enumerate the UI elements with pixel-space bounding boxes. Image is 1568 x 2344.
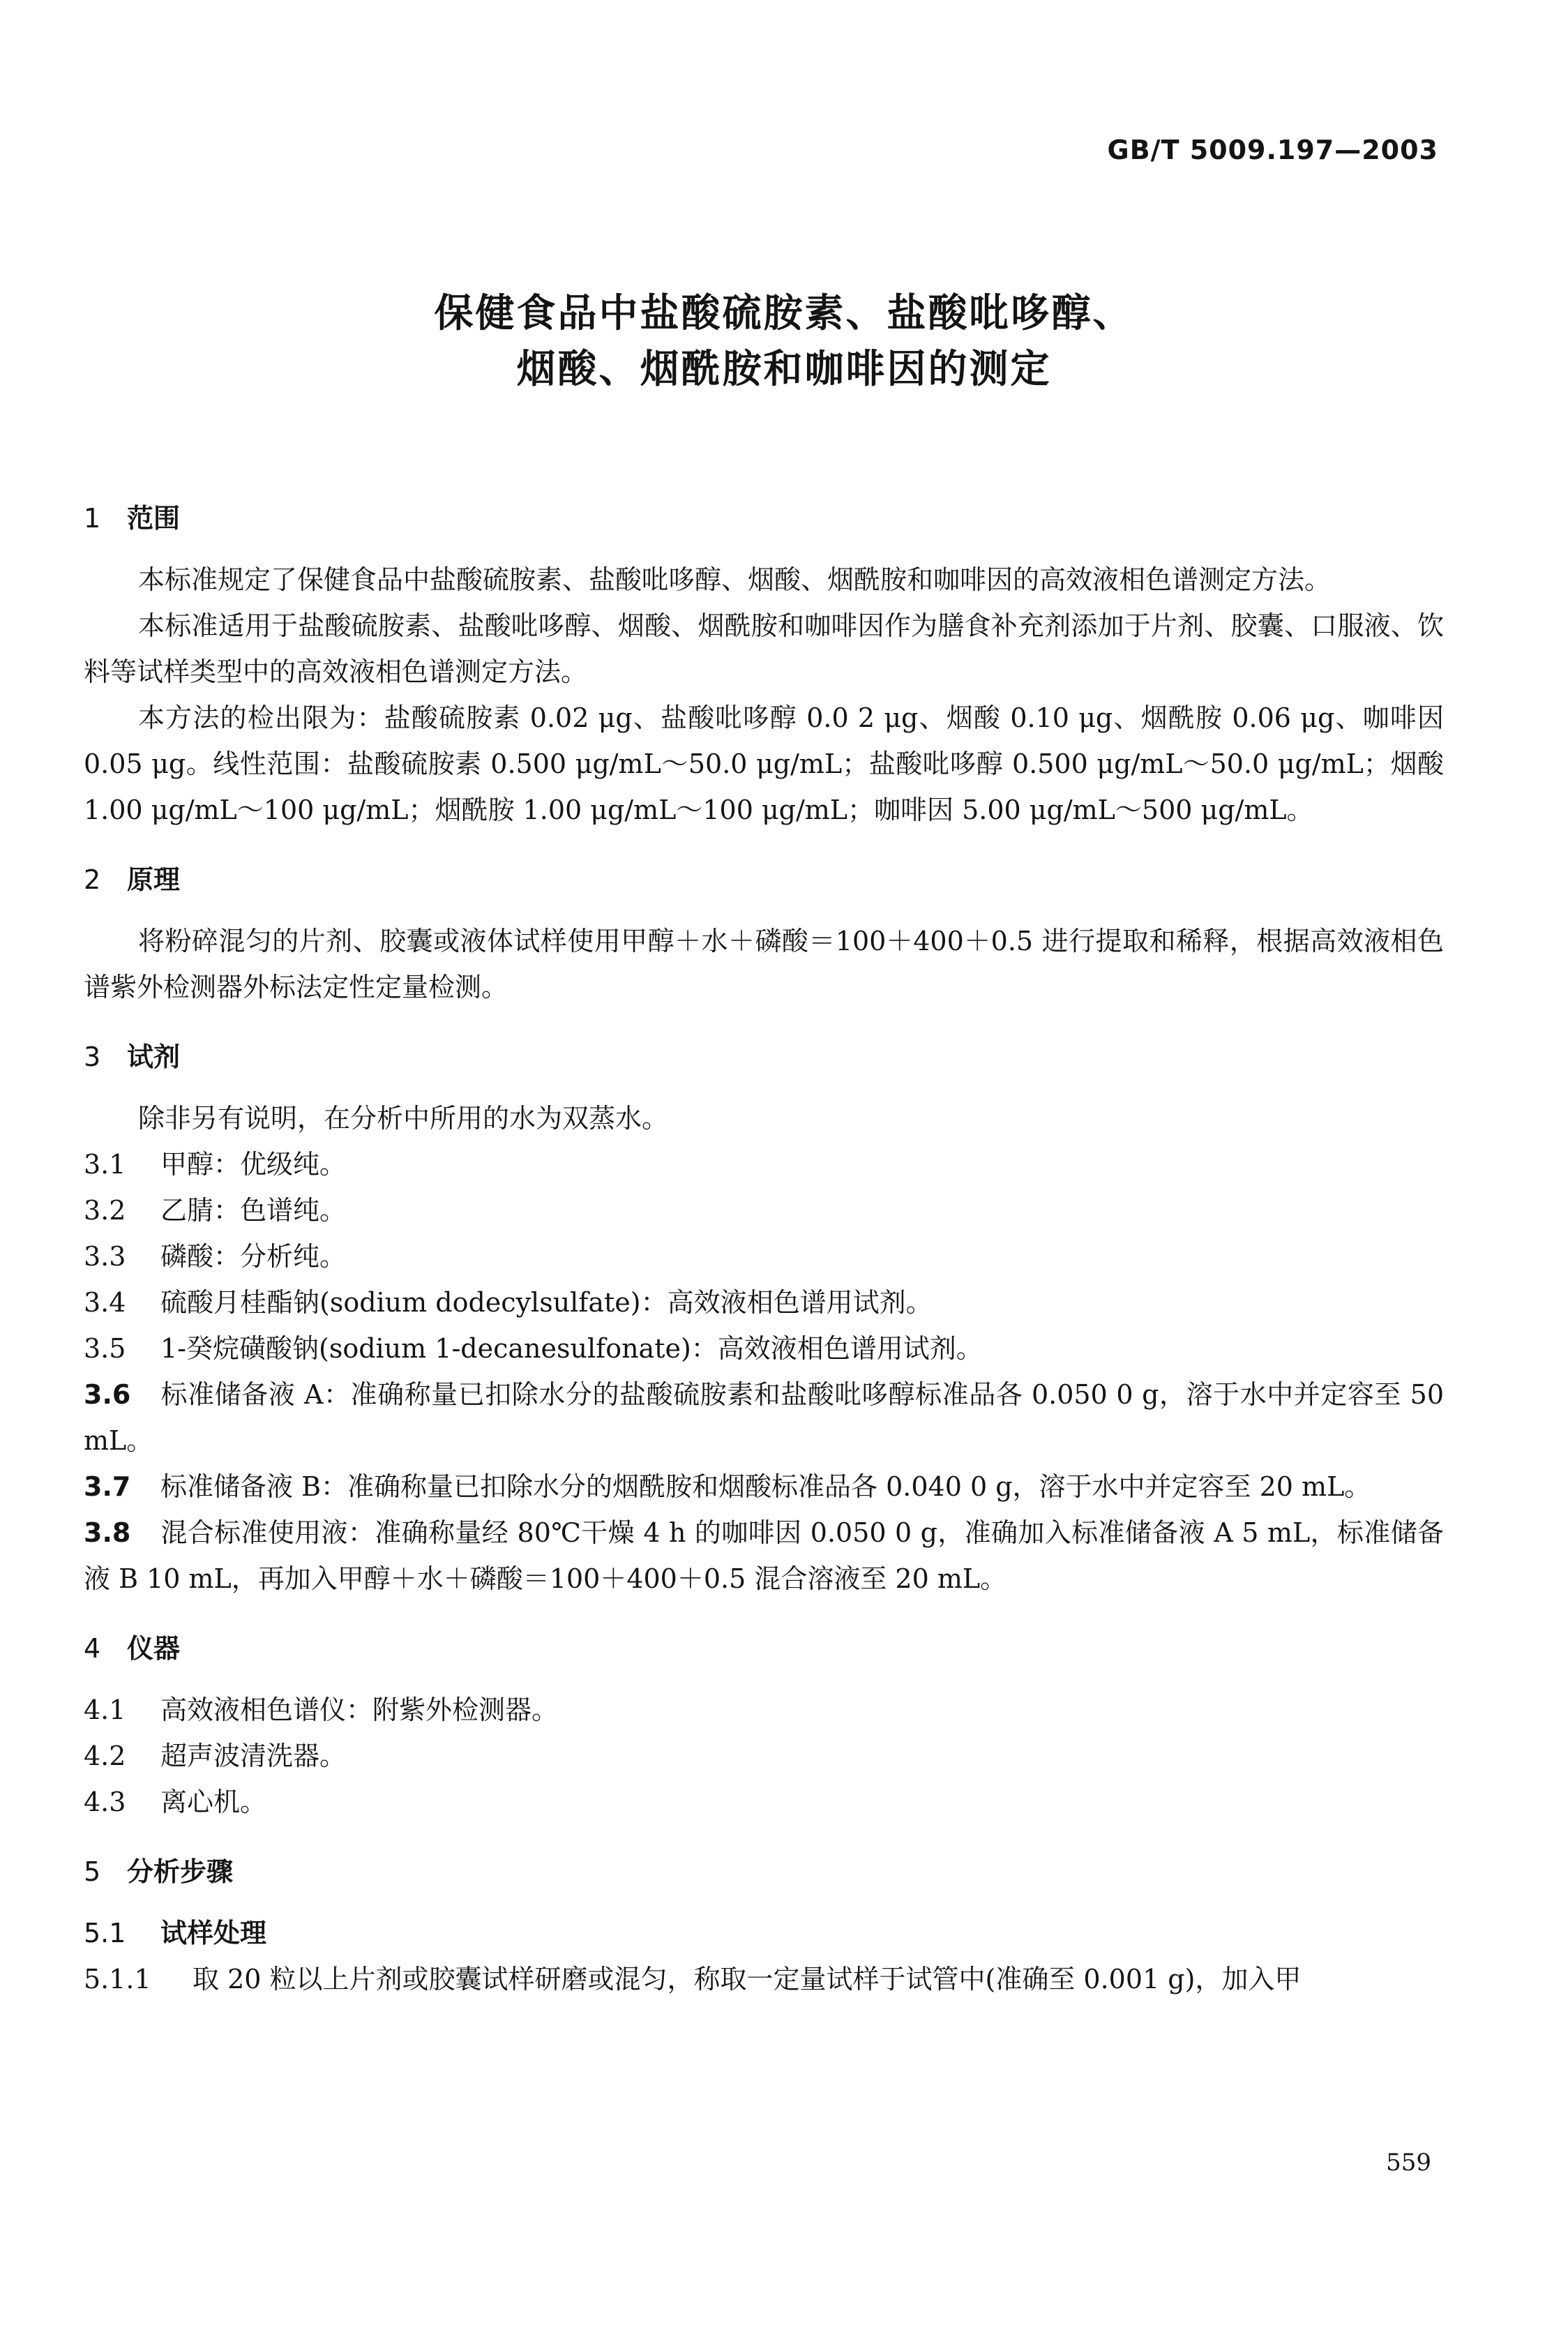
section-2-paragraph-1: 将粉碎混匀的片剂、胶囊或液体试样使用甲醇＋水＋磷酸＝100＋400＋0.5 进行提取和稀释，根据高效液相色谱紫外检测器外标法定性定量检测。	[84, 926, 1444, 1002]
standard-code: GB/T 5009.197—2003	[1107, 135, 1438, 165]
clause-text: 超声波清洗器。	[160, 1741, 347, 1771]
subsection-number: 5.1	[84, 1918, 126, 1948]
clause-number: 3.2	[84, 1195, 126, 1226]
section-1-paragraph-3: 本方法的检出限为：盐酸硫胺素 0.02 μg、盐酸吡哆醇 0.0 2 μg、烟酸 0.10 μg、烟酰胺 0.06 μg、咖啡因 0.05 μg。线性范围：盐酸硫胺素 0.500 μg/mL～50.0 μg/mL；盐酸吡哆醇 0.500 μg/mL～50.0 μg/mL；烟酸 1.00 μg/mL～100 μg/mL；烟酰胺 1.00 μg/mL～100 μg/mL；咖啡因 5.00 μg/mL～500 μg/mL。	[84, 703, 1444, 825]
subsection-title: 试样处理	[160, 1918, 267, 1948]
page-number: 559	[1386, 2149, 1431, 2177]
title-line-1: 保健食品中盐酸硫胺素、盐酸吡哆醇、	[434, 291, 1134, 336]
clause-number: 4.2	[84, 1741, 126, 1771]
clause-3-5	[84, 1325, 1444, 1372]
clause-number: 5.1.1	[84, 1964, 151, 1994]
document-body	[84, 495, 1444, 2002]
clause-3-7	[84, 1464, 1444, 1510]
title-line-2: 烟酸、烟酰胺和咖啡因的测定	[516, 347, 1052, 392]
clause-3-1	[84, 1141, 1444, 1187]
clause-number: 3.6	[84, 1379, 131, 1410]
clause-number: 3.8	[84, 1517, 131, 1548]
section-number: 2	[84, 864, 101, 895]
clause-4-1	[84, 1687, 1444, 1733]
clause-text: 取 20 粒以上片剂或胶囊试样研磨或混匀，称取一定量试样于试管中(准确至 0.001 g)，加入甲	[193, 1964, 1302, 1994]
clause-number: 3.1	[84, 1149, 126, 1180]
clause-number: 4.3	[84, 1787, 126, 1817]
clause-number: 4.1	[84, 1695, 126, 1725]
section-2-heading	[84, 857, 1444, 903]
document-title	[0, 286, 1568, 398]
clause-4-2	[84, 1733, 1444, 1779]
clause-text: 离心机。	[160, 1787, 267, 1817]
section-1-paragraph-2: 本标准适用于盐酸硫胺素、盐酸吡哆醇、烟酸、烟酰胺和咖啡因作为膳食补充剂添加于片剂、胶囊、口服液、饮料等试样类型中的高效液相色谱测定方法。	[84, 610, 1444, 687]
clause-text: 标准储备液 B：准确称量已扣除水分的烟酰胺和烟酸标准品各 0.040 0 g，溶于水中并定容至 20 mL。	[160, 1471, 1371, 1502]
clause-3-6	[84, 1372, 1444, 1464]
section-title: 原理	[127, 864, 181, 895]
clause-number: 3.7	[84, 1471, 131, 1502]
section-4-heading	[84, 1625, 1444, 1671]
section-title: 范围	[127, 503, 181, 534]
section-title: 仪器	[127, 1633, 181, 1664]
section-title: 试剂	[127, 1042, 181, 1072]
clause-text: 硫酸月桂酯钠(sodium dodecylsulfate)：高效液相色谱用试剂。	[160, 1287, 933, 1318]
section-3-paragraph-1: 除非另有说明，在分析中所用的水为双蒸水。	[138, 1103, 669, 1134]
clause-text: 磷酸：分析纯。	[160, 1241, 347, 1272]
section-1-heading	[84, 495, 1444, 541]
clause-3-2	[84, 1187, 1444, 1233]
clause-number: 3.5	[84, 1333, 126, 1364]
section-number: 3	[84, 1042, 101, 1072]
clause-5-1-1	[84, 1956, 1444, 2002]
clause-number: 3.4	[84, 1287, 126, 1318]
clause-number: 3.3	[84, 1241, 126, 1272]
clause-text: 标准储备液 A：准确称量已扣除水分的盐酸硫胺素和盐酸吡哆醇标准品各 0.050 0 g，溶于水中并定容至 50 mL。	[84, 1379, 1444, 1456]
clause-3-4	[84, 1279, 1444, 1325]
clause-4-3	[84, 1779, 1444, 1825]
subsection-5-1-heading	[84, 1910, 1444, 1956]
section-number: 1	[84, 503, 101, 534]
clause-text: 甲醇：优级纯。	[160, 1149, 347, 1180]
section-number: 5	[84, 1856, 101, 1887]
section-number: 4	[84, 1633, 101, 1664]
section-1-paragraph-1: 本标准规定了保健食品中盐酸硫胺素、盐酸吡哆醇、烟酸、烟酰胺和咖啡因的高效液相色谱测定方法。	[138, 564, 1332, 595]
section-3-heading	[84, 1034, 1444, 1080]
section-title: 分析步骤	[127, 1856, 234, 1887]
clause-3-3	[84, 1233, 1444, 1279]
clause-3-8	[84, 1510, 1444, 1602]
section-5-heading	[84, 1849, 1444, 1895]
clause-text: 混合标准使用液：准确称量经 80℃干燥 4 h 的咖啡因 0.050 0 g，准确加入标准储备液 A 5 mL，标准储备液 B 10 mL，再加入甲醇＋水＋磷酸＝100＋400＋0.5 混合溶液至 20 mL。	[84, 1517, 1444, 1594]
clause-text: 1-癸烷磺酸钠(sodium 1-decanesulfonate)：高效液相色谱用试剂。	[160, 1333, 983, 1364]
clause-text: 乙腈：色谱纯。	[160, 1195, 347, 1226]
clause-text: 高效液相色谱仪：附紫外检测器。	[160, 1695, 559, 1725]
